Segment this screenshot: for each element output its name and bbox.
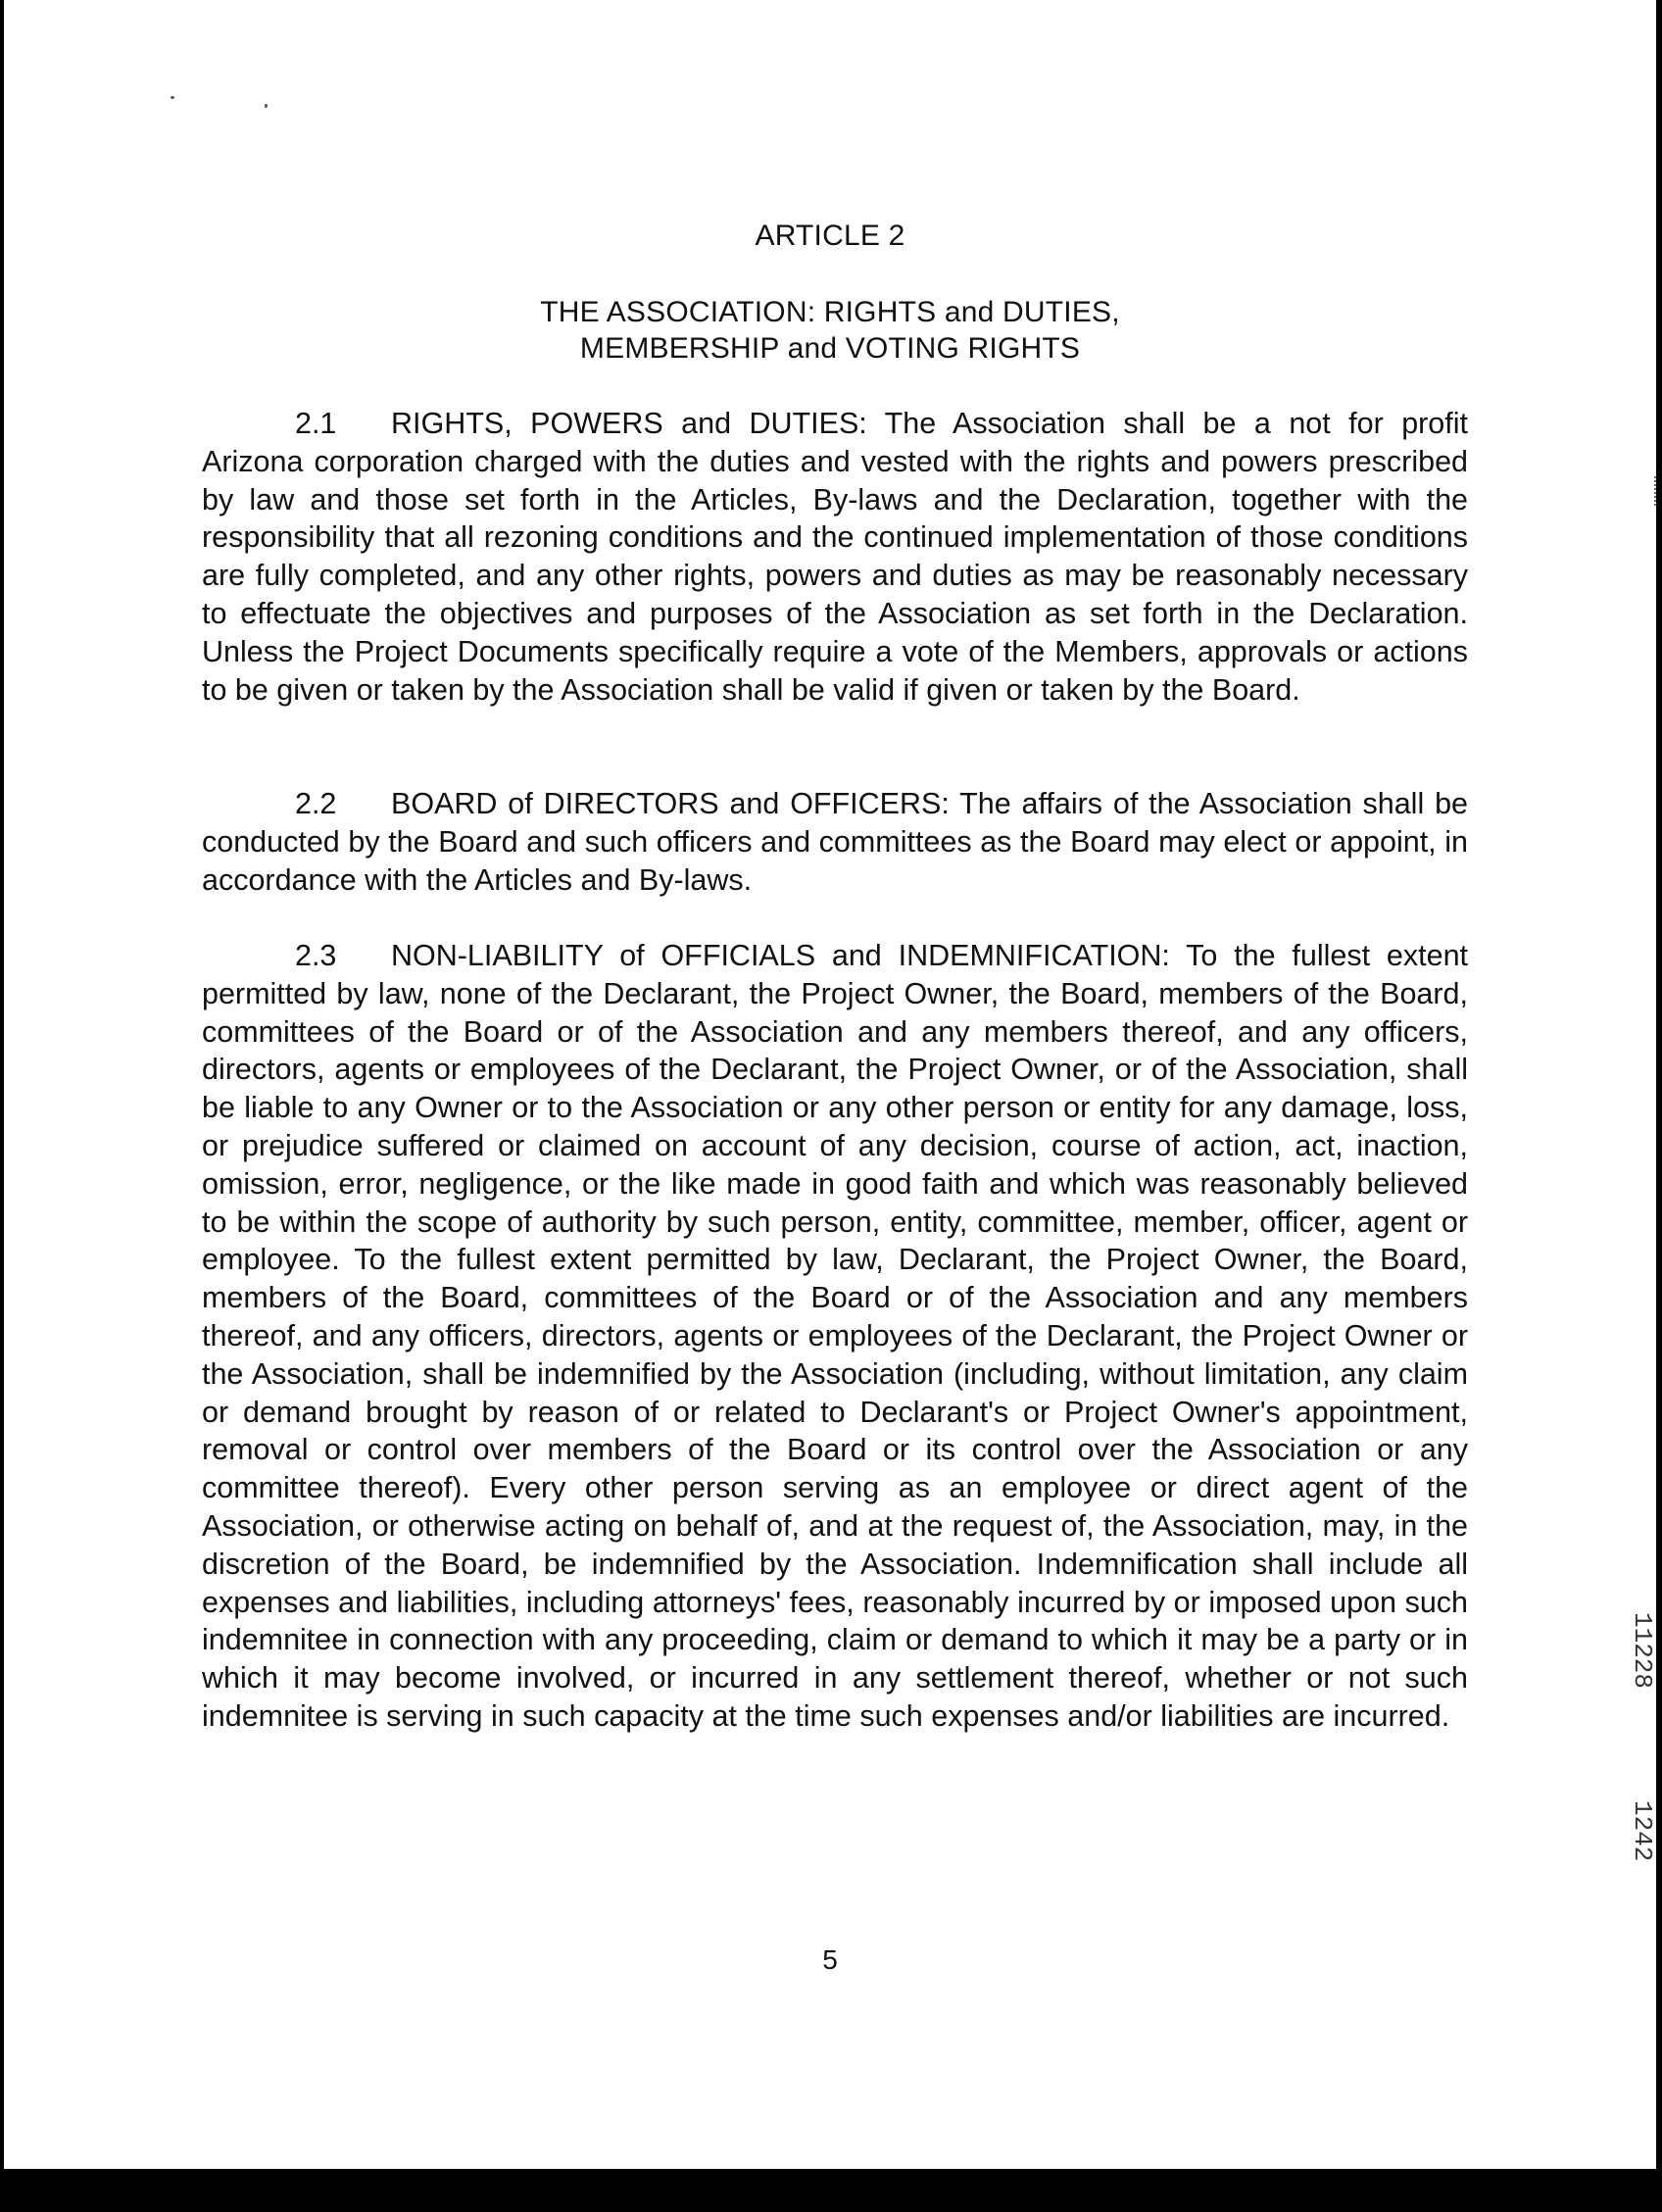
scan-speck [171, 96, 174, 99]
article-title-line-2: MEMBERSHIP and VOTING RIGHTS [579, 332, 1081, 365]
section-2-1 [202, 405, 1468, 709]
scan-edge-mark [1654, 476, 1658, 506]
article-title-line-1: THE ASSOCIATION: RIGHTS and DUTIES, [540, 296, 1120, 328]
scan-speck [265, 104, 268, 108]
recording-stamp-bottom [1628, 1748, 1657, 1862]
section-number: 2.3 [295, 939, 337, 972]
section-2-2 [202, 785, 1468, 899]
page-number: 5 [822, 1944, 838, 1975]
recording-stamp-top [1628, 1550, 1657, 1690]
article-heading: ARTICLE 2 [755, 220, 905, 252]
section-number: 2.2 [295, 787, 337, 820]
section-text: RIGHTS, POWERS and DUTIES: The Association shall be a not for profit Arizona corporation charged with the duties and vested with the rights and powers prescribed by law and those set forth in the Articles, By-laws and the Declaration, together with the responsibility that all rezoning conditions and the continued implementation of those conditions are fully completed, and any other rights, powers and duties as may be reasonably necessary to effectuate the objectives and purposes of the Association as set forth in the Declaration. Unless the Project Documents specifically require a vote of the Members, approvals or actions to be given or taken by the Association shall be valid if given or taken by the Board. [202, 407, 1468, 707]
section-number: 2.1 [295, 407, 337, 440]
section-text: NON-LIABILITY of OFFICIALS and INDEMNIFICATION: To the fullest extent permitted by law, none of the Declarant, the Project Owner, the Board, members of the Board, committees of the Board or of the Association and any members thereof, and any officers, directors, agents or employees of the Declarant, the Project Owner, or of the Association, shall be liable to any Owner or to the Association or any other person or entity for any damage, loss, or prejudice suffered or claimed on account of any decision, course of action, act, inaction, omission, error, negligence, or the like made in good faith and which was reasonably believed to be within the scope of authority by such person, entity, committee, member, officer, agent or employee. To the fullest extent permitted by law, Declarant, the Project Owner, the Board, members of the Board, committees of the Board or of the Association and any members thereof, and any officers, directors, agents or employees of the Declarant, the Project Owner or the Association, shall be indemnified by the Association (including, without limitation, any claim or demand brought by reason of or related to Declarant's or Project Owner's appointment, removal or control over members of the Board or its control over the Association or any committee thereof). Every other person serving as an employee or direct agent of the Association, or otherwise acting on behalf of, and at the request of, the Association, may, in the discretion of the Board, be indemnified by the Association. Indemnification shall include all expenses and liabilities, including attorneys' fees, reasonably incurred by or imposed upon such indemnitee in connection with any proceeding, claim or demand to which it may be a party or in which it may become involved, or incurred in any settlement thereof, whether or not such indemnitee is serving in such capacity at the time such expenses and/or liabilities are incurred. [202, 939, 1468, 1733]
document-page [4, 0, 1656, 2169]
section-2-3 [202, 937, 1468, 1736]
stamp-text: 11228 [1628, 1612, 1657, 1690]
stamp-text: 1242 [1628, 1800, 1657, 1862]
section-text: BOARD of DIRECTORS and OFFICERS: The affairs of the Association shall be conducted by the Board and such officers and committees as the Board may elect or appoint, in accordance with the Articles and By-laws. [202, 787, 1468, 897]
